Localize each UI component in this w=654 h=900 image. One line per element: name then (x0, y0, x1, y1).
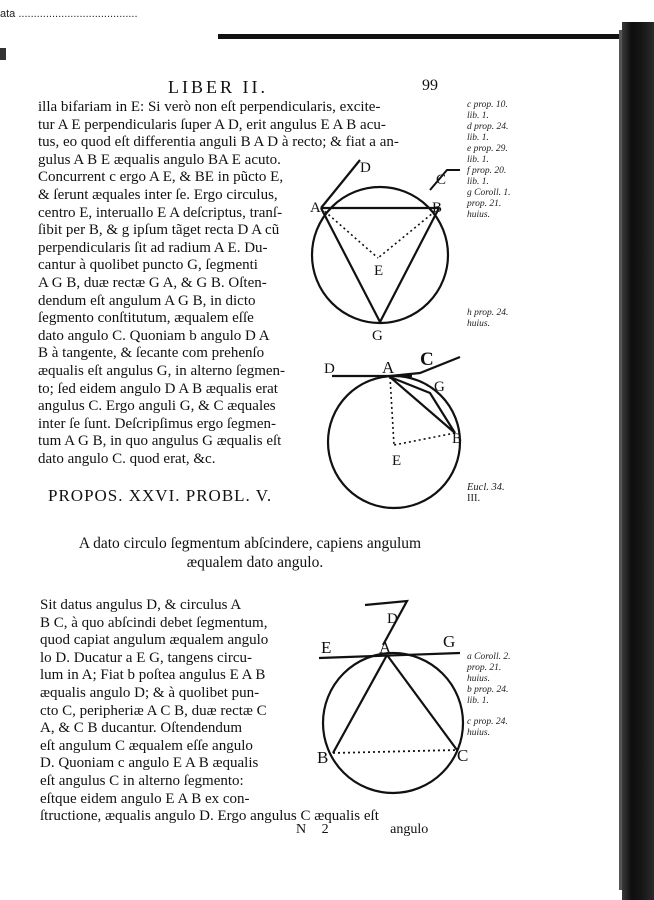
fig3-label: E (321, 638, 332, 657)
margin-note: a Coroll. 2. (467, 652, 511, 662)
signature-mark: N (296, 822, 307, 837)
margin-note: huius. (467, 728, 490, 738)
text-line: A G B, duæ rectæ G A, & G B. Oſten- (38, 274, 267, 291)
enunciation-line: A dato circulo ſegmentum abſcindere, capiens angulum (78, 535, 422, 552)
text-line: tur A E perpendicularis ſuper A D, erit angulus E A B acu- (38, 116, 386, 133)
proposition-heading: PROPOS. XXVI. PROBL. V. (48, 486, 273, 505)
gutter-edge (619, 30, 622, 890)
margin-note: lib. 1. (467, 133, 489, 143)
fig1-radius-ea (321, 208, 378, 258)
book-gutter (622, 22, 654, 900)
text-block-2 (40, 597, 480, 826)
figure-1 (300, 150, 470, 350)
margin-note-eucl (467, 482, 505, 504)
fig3-label: B (317, 748, 329, 767)
margin-notes-top (467, 100, 510, 221)
margin-note: f prop. 20. (467, 166, 507, 176)
margin-note: III. (467, 493, 481, 504)
catchword: angulo (390, 822, 429, 837)
margin-note: g Coroll. 1. (467, 188, 511, 198)
fig1-label: C (436, 172, 447, 188)
fig2-radius-ea (390, 377, 394, 445)
margin-note: lib. 1. (467, 155, 489, 165)
margin-note: Eucl. 34. (467, 482, 505, 493)
margin-note: lib. 1. (467, 696, 489, 706)
figure-2 (322, 345, 472, 515)
margin-note: huius. (467, 674, 490, 684)
text-line: D. Quoniam c angulo E A B æqualis (40, 755, 259, 772)
fig1-label: G (372, 328, 383, 344)
fig1-label: B (432, 200, 443, 216)
text-line: tum A G B, in quo angulus G æqualis eſt (38, 433, 282, 450)
margin-note: lib. 1. (467, 111, 489, 121)
text-line: Sit datus angulus D, & circulus A (40, 597, 242, 613)
fig1-line-ag (321, 208, 380, 322)
margin-note: b prop. 24. (467, 685, 509, 695)
fig2-label: B (452, 431, 463, 447)
fig3-label: G (443, 632, 456, 651)
text-line: æqualis eſt angulus G, in alterno ſegmen- (38, 362, 286, 379)
text-line: eſtque eidem angulo E A B ex con- (40, 790, 250, 807)
fig1-label: A (310, 200, 321, 216)
text-line: B C, à quo abſcindi debet ſegmentum, (40, 614, 268, 631)
signature-number: 2 (321, 822, 329, 837)
text-line: quod capiat angulum æqualem angulo (40, 632, 269, 649)
fig1-line-bg (380, 208, 439, 322)
text-line: lo D. Ducatur a E G, tangens circu- (40, 649, 253, 666)
enunciation-line: æqualem dato angulo. (186, 554, 324, 571)
text-line: dato angulo C. quod erat, &c. (38, 450, 216, 467)
margin-note: prop. 21. (467, 199, 502, 209)
page-shadow (0, 48, 6, 60)
running-head: LIBER II. (168, 77, 268, 97)
text-line: cantur à quolibet puncto G, ſegmenti (38, 257, 258, 274)
margin-note: prop. 21. (467, 663, 502, 673)
text-line: A, & C B ducantur. Oſtendendum (40, 720, 243, 737)
page-footer (296, 822, 428, 838)
fig1-label: E (374, 263, 384, 279)
margin-note: c prop. 10. (467, 100, 508, 110)
margin-note: d prop. 24. (467, 122, 509, 132)
fig2-label: G (434, 379, 445, 395)
fig2-label: D (324, 361, 335, 377)
text-line: & ſerunt æquales inter ſe. Ergo circulus, (38, 186, 278, 203)
margin-note: huius. (467, 319, 490, 329)
fig1-radius-eb (378, 208, 439, 258)
text-line: to; ſed eidem angulo D A B æqualis erat (38, 380, 278, 397)
fig1-label: D (360, 160, 371, 176)
text-line: ſtructione, æqualis angulo D. Ergo angulus C æqualis eſt (40, 808, 379, 825)
text-line: centro E, interuallo E A deſcriptus, tranſ- (38, 204, 283, 221)
fig2-radius-eb (394, 433, 455, 445)
fig2-chord-ab (390, 377, 455, 433)
fig3-label: D (387, 611, 398, 627)
text-line: gulus A B E æqualis angulo BA E acuto. (38, 151, 281, 168)
margin-note: h prop. 24. (467, 308, 509, 318)
top-fragment: ata ....................................... (0, 8, 138, 20)
fig2-label: A (382, 358, 395, 377)
margin-note: huius. (467, 210, 490, 220)
text-line: Concurrent c ergo A E, & BE in pũcto E, (38, 169, 284, 186)
text-line: eſt angulus C in alterno ſegmento: (40, 772, 244, 789)
text-line: inter ſe ſunt. Deſcripſimus ergo ſegmen- (38, 415, 276, 432)
text-line: dato angulo C. Quoniam b angulo D A (38, 327, 270, 344)
text-line: dendum eſt angulum A G B, in dicto (38, 292, 256, 309)
fig3-label: A (379, 638, 392, 657)
text-line: perpendicularis ſit ad radium A E. Du- (38, 239, 268, 256)
page-edge-border (218, 34, 638, 39)
text-line: tus, eo quod eſt differentia anguli B A D à recto; & fiat a an- (38, 134, 399, 151)
text-line: ſegmento conſtitutum, æqualem eſſe (38, 310, 254, 327)
page-number: 99 (422, 77, 438, 94)
text-line: cto C, peripheriæ A C B, duæ rectæ C (40, 702, 267, 719)
text-line: illa bifariam in E: Si verò non eſt perpendicularis, excite- (38, 99, 381, 115)
fig3-label: C (457, 746, 469, 765)
text-line: ſibit per B, & g ipſum tãget recta D A cũ (38, 222, 280, 239)
margin-note-h (467, 308, 508, 330)
enunciation (20, 534, 480, 572)
text-line: eſt angulum C æqualem eſſe angulo (40, 737, 253, 754)
margin-note: e prop. 29. (467, 144, 508, 154)
text-line: B à tangente, & ſecante com prehenſo (38, 345, 265, 362)
margin-note: c prop. 24. (467, 717, 508, 727)
fig2-label: C (420, 349, 434, 370)
fig2-label: E (392, 453, 402, 469)
text-line: angulus C. Ergo anguli G, & C æquales (38, 398, 276, 415)
text-line: lum in A; Fiat b poſtea angulus E A B (40, 667, 266, 684)
margin-note: lib. 1. (467, 177, 489, 187)
text-line: æqualis angulo D; & à quolibet pun- (40, 684, 260, 701)
